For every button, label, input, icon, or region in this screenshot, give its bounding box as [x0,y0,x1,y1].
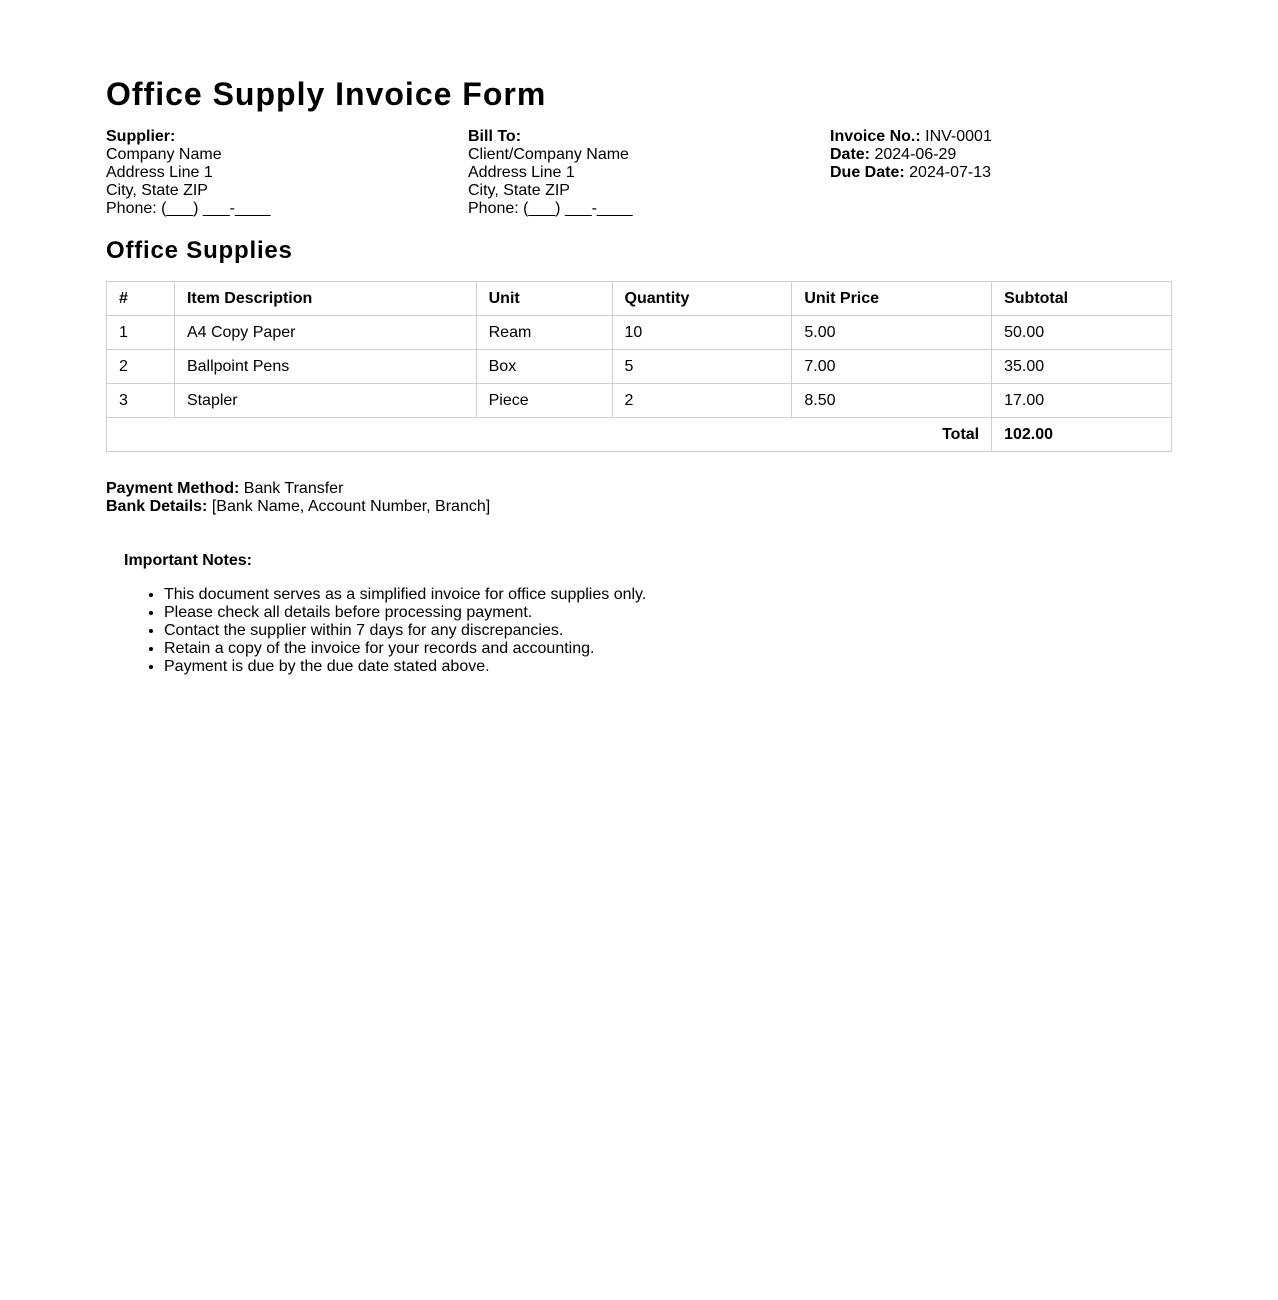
cell-subtotal: 50.00 [992,316,1172,350]
cell-quantity: 2 [612,384,792,418]
table-row [107,350,1172,384]
supplier-address: Address Line 1 [106,164,213,181]
bill-to-block [468,128,830,218]
bill-to-address: Address Line 1 [468,164,575,181]
cell-description: Stapler [174,384,476,418]
cell-subtotal: 35.00 [992,350,1172,384]
cell-subtotal: 17.00 [992,384,1172,418]
header-unit-price: Unit Price [792,282,992,316]
due-date-label: Due Date: [830,164,905,181]
list-item: • Payment is due by the due date stated above. [164,658,1172,676]
total-row [107,418,1172,452]
payment-method-label: Payment Method: [106,480,240,497]
cell-unit-price: 7.00 [792,350,992,384]
supplier-phone: Phone: (___) ___-____ [106,200,271,217]
list-item: • Contact the supplier within 7 days for any discrepancies. [164,622,1172,640]
bill-to-name: Client/Company Name [468,146,629,163]
invoice-number-value: INV-0001 [925,128,992,145]
parties-section [106,128,1172,218]
invoice-number-line [830,128,992,146]
bill-to-label: Bill To: [468,128,522,145]
notes-list [124,586,1172,676]
due-date-value: 2024-07-13 [909,164,991,181]
header-unit: Unit [476,282,612,316]
header-subtotal: Subtotal [992,282,1172,316]
cell-quantity: 10 [612,316,792,350]
payment-method-line [106,480,1172,498]
table-row [107,316,1172,350]
bill-to-phone: Phone: (___) ___-____ [468,200,633,217]
page-title: Office Supply Invoice Form [106,76,547,112]
list-item: • Please check all details before processing payment. [164,604,1172,622]
table-row [107,384,1172,418]
cell-unit: Box [476,350,612,384]
bill-to-city: City, State ZIP [468,182,570,199]
notes-title: Important Notes: [124,552,252,569]
cell-description: A4 Copy Paper [174,316,476,350]
notes-section [106,552,1172,676]
list-item: • This document serves as a simplified invoice for office supplies only. [164,586,1172,604]
cell-number: 1 [107,316,175,350]
invoice-date-line [830,146,992,164]
invoice-number-label: Invoice No.: [830,128,921,145]
bank-details-value: [Bank Name, Account Number, Branch] [211,498,491,515]
bank-details-line [106,498,1172,516]
supplier-city: City, State ZIP [106,182,208,199]
payment-method-value: Bank Transfer [243,480,344,497]
payment-section [106,480,1172,516]
supplier-block [106,128,468,218]
cell-quantity: 5 [612,350,792,384]
supplier-label: Supplier: [106,128,176,145]
items-table [106,281,1172,452]
cell-description: Ballpoint Pens [174,350,476,384]
cell-number: 3 [107,384,175,418]
cell-unit-price: 8.50 [792,384,992,418]
cell-unit: Piece [476,384,612,418]
due-date-line [830,164,992,182]
total-value: 102.00 [992,418,1172,452]
bank-details-label: Bank Details: [106,498,208,515]
header-quantity: Quantity [612,282,792,316]
supplier-name: Company Name [106,146,222,163]
cell-unit-price: 5.00 [792,316,992,350]
cell-unit: Ream [476,316,612,350]
total-label: Total [107,418,992,452]
header-description: Item Description [174,282,476,316]
invoice-date-label: Date: [830,146,871,163]
table-header-row [107,282,1172,316]
invoice-date-value: 2024-06-29 [874,146,957,163]
section-title: Office Supplies [106,237,293,264]
invoice-meta-block [830,128,992,218]
header-number: # [107,282,175,316]
cell-number: 2 [107,350,175,384]
list-item: • Retain a copy of the invoice for your records and accounting. [164,640,1172,658]
